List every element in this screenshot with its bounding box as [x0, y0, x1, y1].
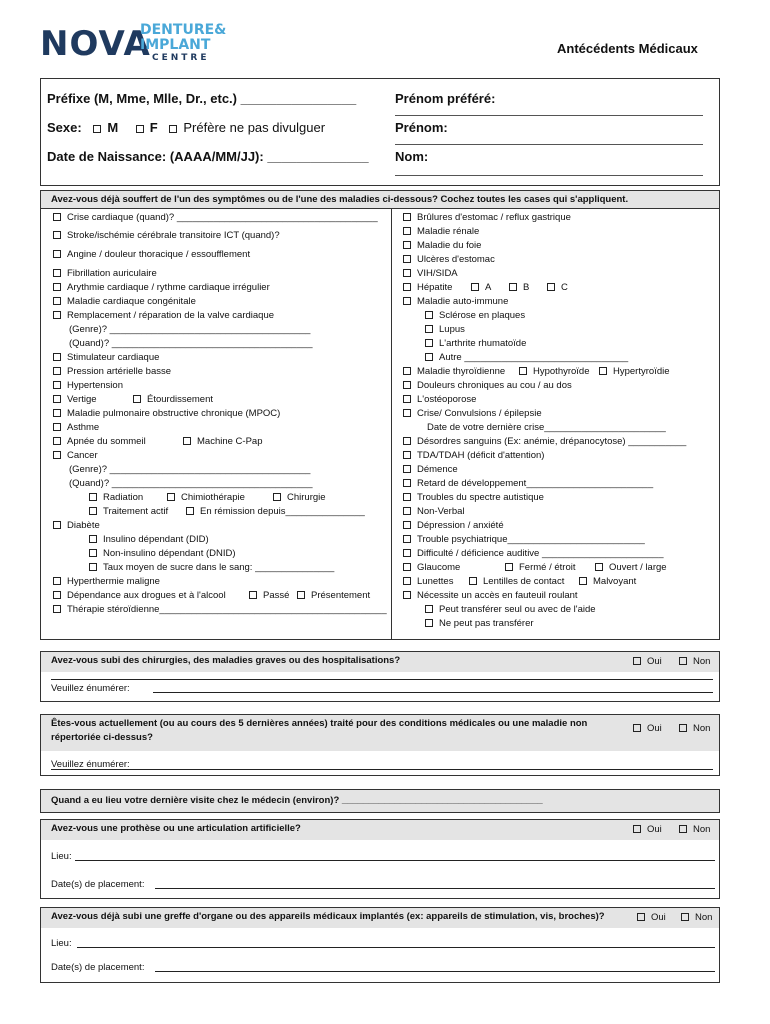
transplant-oui-label: Oui [651, 912, 666, 923]
preferred-name-field[interactable] [395, 115, 703, 116]
right-condition-item[interactable] [403, 478, 653, 490]
right-condition-label: Glaucome [417, 562, 461, 573]
right-condition-checkbox[interactable] [403, 437, 411, 445]
right-condition-item[interactable] [547, 282, 568, 294]
left-condition-checkbox[interactable] [53, 437, 61, 445]
left-condition-label: Fibrillation auriculaire [67, 268, 157, 279]
right-condition-checkbox[interactable] [403, 241, 411, 249]
left-condition-checkbox[interactable] [53, 231, 61, 239]
right-condition-checkbox[interactable] [403, 213, 411, 221]
transplant-section [40, 907, 720, 983]
left-condition-item[interactable] [89, 562, 334, 574]
left-condition-item[interactable] [53, 520, 100, 532]
right-condition-label: Démence [417, 464, 458, 475]
right-condition-label: Brûlures d'estomac / reflux gastrique [417, 212, 571, 223]
left-condition-item[interactable] [53, 422, 99, 434]
left-condition-label: Dépendance aux drogues et à l'alcool [67, 590, 226, 601]
right-condition-item[interactable] [403, 394, 476, 406]
left-condition-checkbox[interactable] [89, 563, 97, 571]
right-condition-checkbox[interactable] [403, 255, 411, 263]
treated-non-checkbox[interactable] [679, 724, 687, 732]
prosthesis-date-field[interactable] [155, 888, 715, 889]
left-condition-checkbox[interactable] [53, 297, 61, 305]
left-condition-item [69, 464, 310, 476]
left-condition-item[interactable] [89, 548, 236, 560]
left-condition-checkbox[interactable] [183, 437, 191, 445]
left-condition-item[interactable] [53, 249, 250, 261]
patient-info-box [40, 78, 720, 186]
last-name-label: Nom: [395, 149, 429, 164]
right-condition-label: Maladie auto-immune [417, 296, 509, 307]
right-condition-label: Crise/ Convulsions / épilepsie [417, 408, 542, 419]
left-condition-item[interactable] [53, 296, 196, 308]
right-condition-label: Retard de développement________________________ [417, 478, 654, 489]
conditions-section [40, 190, 720, 640]
first-name-field[interactable] [395, 144, 703, 145]
prosthesis-date-label: Date(s) de placement: [51, 879, 145, 890]
left-condition-item[interactable] [53, 268, 157, 280]
left-condition-item[interactable] [53, 394, 97, 406]
left-condition-checkbox[interactable] [53, 451, 61, 459]
right-condition-label: Maladie thyroïdienne [417, 366, 506, 377]
right-condition-item[interactable] [403, 520, 504, 532]
right-condition-label: Peut transférer seul ou avec de l'aide [439, 604, 596, 615]
left-condition-label: Thérapie stéroïdienne___________________________________________ [67, 604, 387, 615]
left-condition-item[interactable] [249, 590, 289, 602]
left-condition-label: Étourdissement [147, 394, 214, 405]
surgery-oui-label: Oui [647, 656, 662, 667]
logo-denture-text: DENTURE& [140, 22, 227, 38]
sex-na-label: Préfère ne pas divulguer [183, 120, 326, 135]
prosthesis-oui-option[interactable] [633, 824, 662, 835]
left-condition-label: Vertige [67, 394, 97, 405]
right-condition-checkbox[interactable] [403, 493, 411, 501]
transplant-question: Avez-vous déjà subi une greffe d'organe ou des appareils médicaux implantés (ex: appareils de stimulation, vis, broches)? [41, 908, 719, 928]
left-condition-label: Apnée du sommeil [67, 436, 146, 447]
right-condition-label: Malvoyant [593, 576, 637, 587]
right-condition-checkbox[interactable] [403, 549, 411, 557]
right-condition-label: Sclérose en plaques [439, 310, 526, 321]
right-condition-item[interactable] [403, 562, 460, 574]
right-condition-item[interactable] [403, 268, 458, 280]
right-condition-label: L'ostéoporose [417, 394, 477, 405]
left-condition-checkbox[interactable] [89, 507, 97, 515]
right-condition-item[interactable] [403, 296, 508, 308]
left-condition-label: Pression artérielle basse [67, 366, 172, 377]
right-condition-item[interactable] [403, 492, 544, 504]
right-condition-checkbox[interactable] [403, 451, 411, 459]
right-condition-checkbox[interactable] [599, 367, 607, 375]
left-condition-checkbox[interactable] [53, 367, 61, 375]
left-condition-checkbox[interactable] [89, 535, 97, 543]
left-condition-checkbox[interactable] [249, 591, 257, 599]
left-condition-item[interactable] [53, 366, 171, 378]
right-condition-item[interactable] [403, 240, 481, 252]
left-condition-label: Maladie pulmonaire obstructive chronique (MPOC) [67, 408, 281, 419]
right-condition-label: Maladie du foie [417, 240, 482, 251]
left-condition-item[interactable] [53, 230, 280, 242]
right-condition-label: Lentilles de contact [483, 576, 565, 587]
visit-section [40, 789, 720, 813]
treated-oui-option[interactable] [633, 723, 662, 734]
left-condition-item[interactable] [53, 408, 280, 420]
left-condition-item[interactable] [53, 450, 98, 462]
right-condition-item[interactable] [425, 618, 534, 630]
right-condition-label: Date de votre dernière crise_______________________ [427, 422, 666, 433]
transplant-non-label: Non [695, 912, 713, 923]
right-condition-checkbox[interactable] [403, 507, 411, 515]
left-condition-item[interactable] [53, 436, 146, 448]
right-condition-checkbox[interactable] [425, 619, 433, 627]
left-condition-item[interactable] [89, 492, 143, 504]
right-condition-item [427, 422, 666, 434]
left-condition-checkbox[interactable] [53, 311, 61, 319]
right-condition-item[interactable] [403, 450, 544, 462]
transplant-date-label: Date(s) de placement: [51, 962, 145, 973]
right-condition-item[interactable] [425, 324, 465, 336]
page-title: Antécédents Médicaux [557, 41, 698, 56]
surgery-oui-checkbox[interactable] [633, 657, 641, 665]
prosthesis-oui-checkbox[interactable] [633, 825, 641, 833]
treated-non-option[interactable] [679, 723, 710, 734]
right-condition-item[interactable] [519, 366, 590, 378]
left-condition-item[interactable] [53, 282, 270, 294]
left-condition-label: Hypertension [67, 380, 123, 391]
right-condition-item[interactable] [471, 282, 491, 294]
left-condition-label: (Genre)? ______________________________________ [69, 464, 311, 475]
right-condition-item[interactable] [403, 366, 505, 378]
right-condition-checkbox[interactable] [403, 283, 411, 291]
sex-f-label: F [149, 120, 158, 135]
right-condition-label: Lupus [439, 324, 465, 335]
right-condition-checkbox[interactable] [547, 283, 555, 291]
left-condition-checkbox[interactable] [186, 507, 194, 515]
transplant-oui-checkbox[interactable] [637, 913, 645, 921]
left-condition-label: (Quand)? ______________________________________ [69, 478, 313, 489]
left-condition-label: Insulino dépendant (DID) [103, 534, 209, 545]
surgery-list-field[interactable] [153, 692, 713, 693]
right-condition-item[interactable] [403, 282, 452, 294]
surgery-blank-line [51, 679, 713, 680]
right-condition-label: Hypertyroïdie [613, 366, 670, 377]
left-condition-label: Chirurgie [287, 492, 326, 503]
logo [40, 20, 240, 66]
right-condition-checkbox[interactable] [519, 367, 527, 375]
prosthesis-non-option[interactable] [679, 824, 710, 835]
left-condition-label: Radiation [103, 492, 144, 503]
left-condition-checkbox[interactable] [53, 269, 61, 277]
left-condition-item[interactable] [53, 380, 123, 392]
prosthesis-non-label: Non [693, 824, 711, 835]
right-condition-item[interactable] [403, 436, 686, 448]
right-condition-checkbox[interactable] [425, 605, 433, 613]
left-condition-item[interactable] [297, 590, 370, 602]
right-condition-item[interactable] [425, 338, 526, 350]
treated-oui-checkbox[interactable] [633, 724, 641, 732]
right-condition-checkbox[interactable] [403, 395, 411, 403]
treated-section [40, 714, 720, 776]
left-condition-item[interactable] [167, 492, 245, 504]
right-condition-checkbox[interactable] [403, 591, 411, 599]
right-condition-checkbox[interactable] [403, 367, 411, 375]
right-condition-label: Ne peut pas transférer [439, 618, 534, 629]
right-condition-checkbox[interactable] [425, 339, 433, 347]
right-condition-checkbox[interactable] [403, 297, 411, 305]
left-condition-item [69, 324, 310, 336]
right-condition-item[interactable] [403, 534, 645, 546]
logo-implant-text: IMPLANT [140, 37, 211, 53]
right-condition-checkbox[interactable] [505, 563, 513, 571]
right-condition-label: C [561, 282, 568, 293]
right-condition-checkbox[interactable] [425, 311, 433, 319]
left-condition-item[interactable] [53, 604, 387, 616]
prefix-label: Préfixe (M, Mme, Mlle, Dr., etc.) ________________ [47, 91, 357, 106]
sex-m-label: M [107, 120, 119, 135]
right-condition-item[interactable] [403, 408, 542, 420]
left-condition-checkbox[interactable] [53, 591, 61, 599]
right-condition-label: Troubles du spectre autistique [417, 492, 544, 503]
right-condition-item[interactable] [425, 352, 628, 364]
surgery-non-label: Non [693, 656, 711, 667]
right-condition-label: Difficulté / déficience auditive _______________________ [417, 548, 664, 559]
left-condition-checkbox[interactable] [53, 577, 61, 585]
left-condition-label: Diabète [67, 520, 100, 531]
left-condition-checkbox[interactable] [53, 250, 61, 258]
left-condition-label: Stroke/ischémie cérébrale transitoire ICT (quand)? [67, 230, 280, 241]
right-condition-item[interactable] [425, 604, 596, 616]
right-condition-item[interactable] [599, 366, 670, 378]
left-condition-label: Remplacement / réparation de la valve cardiaque [67, 310, 275, 321]
surgery-non-option[interactable] [679, 656, 710, 667]
treated-oui-label: Oui [647, 723, 662, 734]
left-condition-item[interactable] [89, 506, 168, 518]
right-condition-item[interactable] [403, 380, 572, 392]
sex-field [47, 120, 325, 135]
right-condition-checkbox[interactable] [509, 283, 517, 291]
prosthesis-question: Avez-vous une prothèse ou une articulation artificielle? [41, 820, 719, 840]
surgery-question: Avez-vous subi des chirurgies, des maladies graves ou des hospitalisations? [41, 652, 719, 672]
first-name-label: Prénom: [395, 120, 448, 135]
prosthesis-place-field[interactable] [75, 860, 715, 861]
treated-question-line1: Êtes-vous actuellement (ou au cours des 5 dernières années) traité pour des conditions médicales ou une maladie non [51, 718, 588, 729]
conditions-question: Avez-vous déjà souffert de l'un des symptômes ou de l'une des maladies ci-dessous? Cochez toutes les cases qui s'appliquent. [41, 191, 719, 209]
right-condition-checkbox[interactable] [471, 283, 479, 291]
left-condition-item[interactable] [273, 492, 326, 504]
sex-f-checkbox[interactable] [136, 125, 144, 133]
right-condition-label: Dépression / anxiété [417, 520, 504, 531]
sex-m-checkbox[interactable] [93, 125, 101, 133]
surgery-oui-option[interactable] [633, 656, 662, 667]
left-condition-label: Présentement [311, 590, 371, 601]
right-condition-item[interactable] [579, 576, 636, 588]
left-condition-checkbox[interactable] [53, 521, 61, 529]
right-condition-item[interactable] [595, 562, 667, 574]
right-condition-checkbox[interactable] [403, 535, 411, 543]
left-condition-checkbox[interactable] [53, 283, 61, 291]
visit-question: Quand a eu lieu votre dernière visite chez le médecin (environ)? ______________________________________ [51, 795, 543, 806]
right-condition-label: Ouvert / large [609, 562, 667, 573]
right-condition-label: Hépatite [417, 282, 453, 293]
prosthesis-section [40, 819, 720, 899]
transplant-place-label: Lieu: [51, 938, 72, 949]
sex-na-checkbox[interactable] [169, 125, 177, 133]
right-condition-item[interactable] [403, 506, 465, 518]
left-condition-item[interactable] [89, 534, 209, 546]
right-condition-checkbox[interactable] [469, 577, 477, 585]
right-condition-checkbox[interactable] [425, 325, 433, 333]
right-condition-item[interactable] [403, 226, 479, 238]
left-condition-item[interactable] [186, 506, 365, 518]
transplant-non-checkbox[interactable] [681, 913, 689, 921]
left-condition-label: Cancer [67, 450, 98, 461]
right-condition-item[interactable] [403, 254, 495, 266]
left-condition-checkbox[interactable] [53, 381, 61, 389]
right-condition-item[interactable] [403, 576, 453, 588]
prosthesis-non-checkbox[interactable] [679, 825, 687, 833]
left-condition-item[interactable] [133, 394, 213, 406]
left-condition-label: Crise cardiaque (quand)? ______________________________________ [67, 212, 378, 223]
right-condition-checkbox[interactable] [595, 563, 603, 571]
right-condition-label: Nécessite un accès en fauteuil roulant [417, 590, 578, 601]
right-condition-item[interactable] [403, 590, 578, 602]
surgery-non-checkbox[interactable] [679, 657, 687, 665]
logo-nova-text: NOVA [40, 24, 151, 64]
left-condition-checkbox[interactable] [167, 493, 175, 501]
left-condition-item[interactable] [53, 310, 274, 322]
right-condition-label: Non-Verbal [417, 506, 465, 517]
right-condition-label: TDA/TDAH (déficit d'attention) [417, 450, 545, 461]
left-condition-label: Machine C-Pap [197, 436, 263, 447]
right-condition-checkbox[interactable] [403, 563, 411, 571]
transplant-place-field[interactable] [77, 947, 715, 948]
left-condition-label: (Genre)? ______________________________________ [69, 324, 311, 335]
right-condition-label: Douleurs chroniques au cou / au dos [417, 380, 572, 391]
treated-question-line2: répertoriée ci-dessus? [51, 732, 153, 743]
left-condition-label: Hyperthermie maligne [67, 576, 160, 587]
right-condition-label: Ulcères d'estomac [417, 254, 495, 265]
left-condition-item[interactable] [53, 576, 160, 588]
left-condition-label: Stimulateur cardiaque [67, 352, 160, 363]
surgery-list-label: Veuillez énumérer: [51, 683, 130, 694]
right-condition-label: Hypothyroïde [533, 366, 590, 377]
left-condition-item[interactable] [53, 212, 378, 224]
right-condition-checkbox[interactable] [403, 465, 411, 473]
right-condition-checkbox[interactable] [403, 577, 411, 585]
prosthesis-place-label: Lieu: [51, 851, 72, 862]
treated-question [41, 715, 719, 751]
left-condition-checkbox[interactable] [53, 395, 61, 403]
right-condition-checkbox[interactable] [403, 227, 411, 235]
prosthesis-oui-label: Oui [647, 824, 662, 835]
left-condition-checkbox[interactable] [89, 493, 97, 501]
transplant-oui-option[interactable] [637, 912, 666, 923]
left-condition-label: Non-insulino dépendant (DNID) [103, 548, 236, 559]
left-condition-item[interactable] [53, 352, 159, 364]
right-condition-label: Lunettes [417, 576, 454, 587]
column-divider [391, 209, 392, 639]
left-condition-label: (Quand)? ______________________________________ [69, 338, 313, 349]
right-condition-checkbox[interactable] [403, 409, 411, 417]
right-condition-item[interactable] [403, 464, 458, 476]
surgery-section [40, 651, 720, 702]
left-condition-label: Taux moyen de sucre dans le sang: _______________ [103, 562, 335, 573]
left-condition-label: Maladie cardiaque congénitale [67, 296, 196, 307]
left-condition-checkbox[interactable] [53, 409, 61, 417]
right-condition-label: L'arthrite rhumatoïde [439, 338, 527, 349]
treated-non-label: Non [693, 723, 711, 734]
right-condition-label: VIH/SIDA [417, 268, 458, 279]
left-condition-checkbox[interactable] [89, 549, 97, 557]
left-condition-item[interactable] [183, 436, 262, 448]
right-condition-label: Trouble psychiatrique__________________________ [417, 534, 645, 545]
right-condition-checkbox[interactable] [425, 353, 433, 361]
left-condition-label: Passé [263, 590, 290, 601]
last-name-field[interactable] [395, 175, 703, 176]
left-condition-checkbox[interactable] [53, 423, 61, 431]
right-condition-checkbox[interactable] [403, 521, 411, 529]
left-condition-checkbox[interactable] [273, 493, 281, 501]
left-condition-item [69, 338, 313, 350]
right-condition-item[interactable] [509, 282, 529, 294]
left-condition-label: Traitement actif [103, 506, 169, 517]
left-condition-label: Arythmie cardiaque / rythme cardiaque irrégulier [67, 282, 270, 293]
right-condition-label: A [485, 282, 492, 293]
sex-label: Sexe: [47, 120, 82, 135]
left-condition-item [69, 478, 313, 490]
left-condition-label: En rémission depuis_______________ [200, 506, 365, 517]
right-condition-checkbox[interactable] [403, 269, 411, 277]
right-condition-checkbox[interactable] [403, 381, 411, 389]
left-condition-checkbox[interactable] [53, 213, 61, 221]
right-condition-label: B [523, 282, 530, 293]
transplant-date-field[interactable] [155, 971, 715, 972]
right-condition-checkbox[interactable] [579, 577, 587, 585]
preferred-name-label: Prénom préféré: [395, 91, 496, 106]
right-condition-item[interactable] [425, 310, 525, 322]
right-condition-checkbox[interactable] [403, 479, 411, 487]
right-condition-item[interactable] [505, 562, 576, 574]
right-condition-label: Autre _______________________________ [439, 352, 629, 363]
treated-list-field[interactable] [51, 769, 713, 770]
right-condition-label: Fermé / étroit [519, 562, 576, 573]
left-condition-checkbox[interactable] [53, 605, 61, 613]
left-condition-label: Asthme [67, 422, 100, 433]
treated-list-label: Veuillez énumérer: [51, 759, 130, 770]
left-condition-checkbox[interactable] [133, 395, 141, 403]
left-condition-label: Chimiothérapie [181, 492, 245, 503]
right-condition-item[interactable] [403, 212, 571, 224]
right-condition-label: Maladie rénale [417, 226, 480, 237]
right-condition-label: Désordres sanguins (Ex: anémie, drépanocytose) ___________ [417, 436, 687, 447]
left-condition-checkbox[interactable] [53, 353, 61, 361]
right-condition-item[interactable] [469, 576, 564, 588]
left-condition-label: Angine / douleur thoracique / essoufflement [67, 249, 251, 260]
left-condition-checkbox[interactable] [297, 591, 305, 599]
right-condition-item[interactable] [403, 548, 664, 560]
dob-label: Date de Naissance: (AAAA/MM/JJ): ______________ [47, 149, 369, 164]
logo-centre-text: CENTRE [152, 53, 210, 63]
transplant-non-option[interactable] [681, 912, 712, 923]
left-condition-item[interactable] [53, 590, 226, 602]
